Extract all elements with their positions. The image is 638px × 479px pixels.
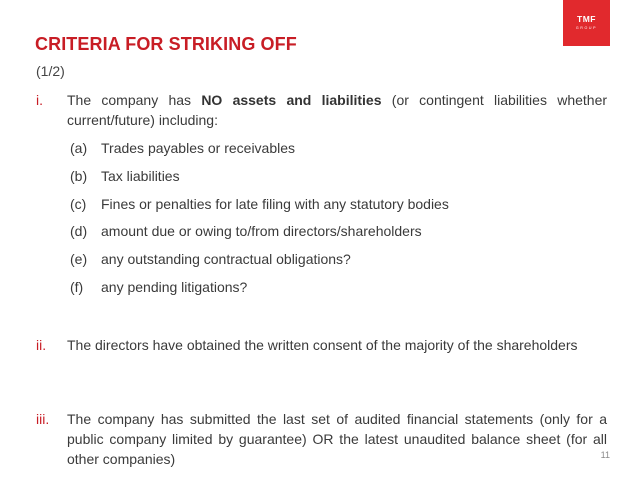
criterion-i [36, 90, 607, 130]
criterion-marker: ii. [36, 337, 47, 353]
criterion-i-sub-list [70, 135, 449, 302]
sub-item-text: Fines or penalties for late filing with any statutory bodies [101, 195, 449, 212]
sub-item-marker: (b) [70, 167, 88, 184]
page-number: 11 [600, 450, 610, 460]
sub-item-text: amount due or owing to/from directors/shareholders [101, 223, 422, 240]
criterion-text-before: The company has [67, 92, 202, 108]
sub-list-item [70, 191, 449, 219]
criterion-bold-text: NO assets and liabilities [201, 92, 382, 108]
criterion-marker: i. [36, 92, 43, 108]
criterion-text: The directors have obtained the written consent of the majority of the shareholders [67, 337, 578, 353]
sub-item-text: any outstanding contractual obligations? [101, 251, 351, 268]
sub-list-item [70, 218, 449, 246]
sub-item-text: Tax liabilities [101, 167, 180, 184]
slide-title: CRITERIA FOR STRIKING OFF [35, 34, 297, 54]
criterion-text [67, 90, 607, 130]
criterion-marker: iii. [36, 411, 50, 427]
sub-item-text: any pending litigations? [101, 278, 248, 295]
tmf-group-logo [563, 0, 610, 46]
slide-subtitle: (1/2) [36, 63, 65, 79]
criterion-iii [36, 409, 607, 469]
sub-item-marker: (c) [70, 195, 87, 212]
logo-sub-text: GROUP [575, 26, 598, 30]
sub-list-item [70, 163, 449, 191]
sub-list-item [70, 135, 449, 163]
criterion-ii [36, 335, 607, 355]
sub-item-text: Trades payables or receivables [101, 140, 296, 156]
sub-item-marker: (e) [70, 251, 88, 268]
criterion-text: The company has submitted the last set of audited financial statements (only for a public company limited by guarantee) OR the latest unaudited balance sheet (for all other companies) [67, 411, 607, 467]
criterion-text-after: (or contingent liabilities whether current/future) including: [67, 92, 608, 128]
sub-item-marker: (f) [70, 278, 84, 295]
sub-list-item [70, 246, 449, 274]
sub-item-marker: (a) [70, 140, 88, 156]
sub-list-item [70, 274, 449, 302]
sub-item-marker: (d) [70, 223, 88, 240]
logo-main-text: TMF [577, 14, 596, 24]
